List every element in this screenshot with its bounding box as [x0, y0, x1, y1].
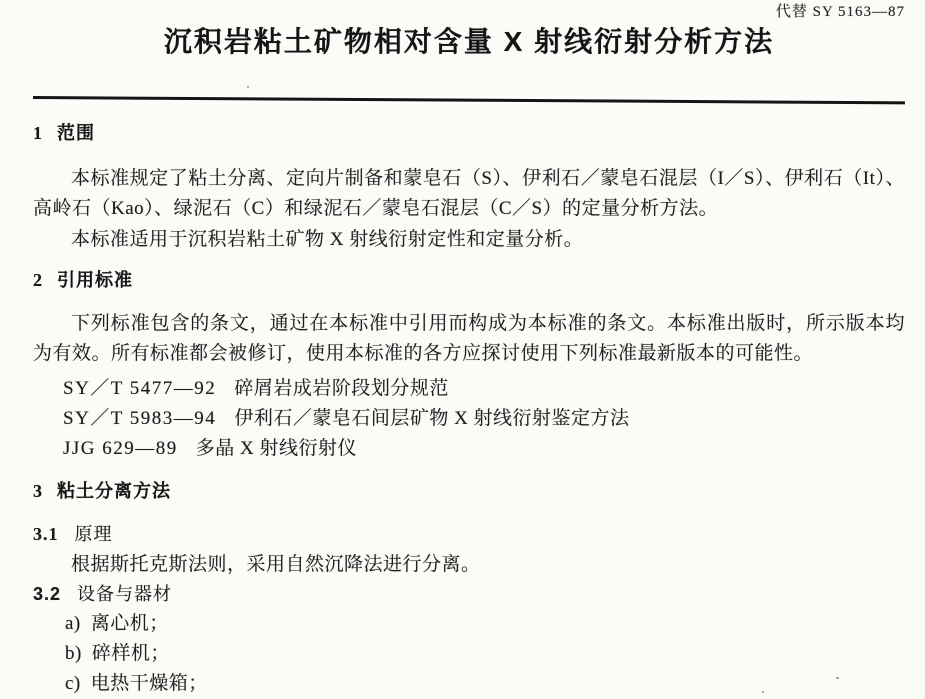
supersede-note: 代替 SY 5163—87 [775, 4, 905, 20]
list-item-text: 碎样机； [91, 643, 170, 664]
title-rule [33, 96, 905, 104]
section-1-title: 范围 [57, 123, 95, 143]
list-item-marker: a) [65, 613, 81, 634]
section-1-paragraph-2: 本标准适用于沉积岩粘土矿物 X 射线衍射定性和定量分析。 [71, 229, 584, 250]
standard-code: SY／T 5477—92 [63, 378, 217, 399]
standard-name: 碎屑岩成岩阶段划分规范 [234, 378, 449, 399]
referenced-standard-line [63, 404, 905, 434]
equipment-list [33, 609, 905, 699]
section-3-1-paragraph: 根据斯托克斯法则，采用自然沉降法进行分离。 [71, 554, 481, 575]
list-item [65, 609, 905, 639]
list-item-marker: c) [65, 673, 81, 694]
list-item-text: 电热干燥箱； [90, 673, 208, 694]
list-item [65, 639, 905, 669]
section-3-number: 3 [33, 481, 43, 501]
section-1-paragraph-1: 本标准规定了粘土分离、定向片制备和蒙皂石（S）、伊利石／蒙皂石混层（I／S）、伊利石（It）、高岭石（Kao）、绿泥石（C）和绿泥石／蒙皂石混层（C／S）的定量分析方法。 [33, 168, 905, 219]
referenced-standard-line [63, 374, 905, 404]
section-3-1-number: 3.1 [33, 524, 59, 544]
section-3-2-number: 3.2 [33, 584, 62, 604]
section-3-title: 粘土分离方法 [57, 481, 171, 501]
list-item-text: 离心机； [90, 613, 169, 634]
scan-speck [247, 86, 249, 88]
list-item-marker: b) [65, 643, 82, 664]
referenced-standards-list [33, 374, 905, 464]
scan-speck [762, 691, 764, 693]
standard-code: JJG 629—89 [63, 438, 178, 459]
scan-speck [836, 677, 839, 679]
standard-code: SY／T 5983—94 [63, 408, 217, 429]
section-3-2-heading [33, 584, 905, 604]
section-2-number: 2 [33, 270, 43, 290]
section-3-2-title: 设备与器材 [77, 584, 173, 604]
standard-name: 伊利石／蒙皂石间层矿物 X 射线衍射鉴定方法 [234, 408, 630, 429]
document-title: 沉积岩粘土矿物相对含量 X 射线衍射分析方法 [163, 26, 775, 57]
section-2-title: 引用标准 [57, 270, 133, 290]
section-2-heading [33, 270, 905, 290]
section-2-paragraph-1: 下列标准包含的条文，通过在本标准中引用而构成为本标准的条文。本标准出版时，所示版本均为有效。所有标准都会被修订，使用本标准的各方应探讨使用下列标准最新版本的可能性。 [33, 313, 905, 364]
standard-name: 多晶 X 射线衍射仪 [195, 438, 357, 459]
list-item [65, 669, 905, 699]
section-1-heading [33, 123, 905, 143]
section-3-heading [33, 481, 905, 501]
section-3-1-title: 原理 [74, 524, 113, 544]
section-3-1-heading [33, 524, 905, 544]
section-1-number: 1 [33, 123, 43, 143]
referenced-standard-line [63, 434, 905, 464]
